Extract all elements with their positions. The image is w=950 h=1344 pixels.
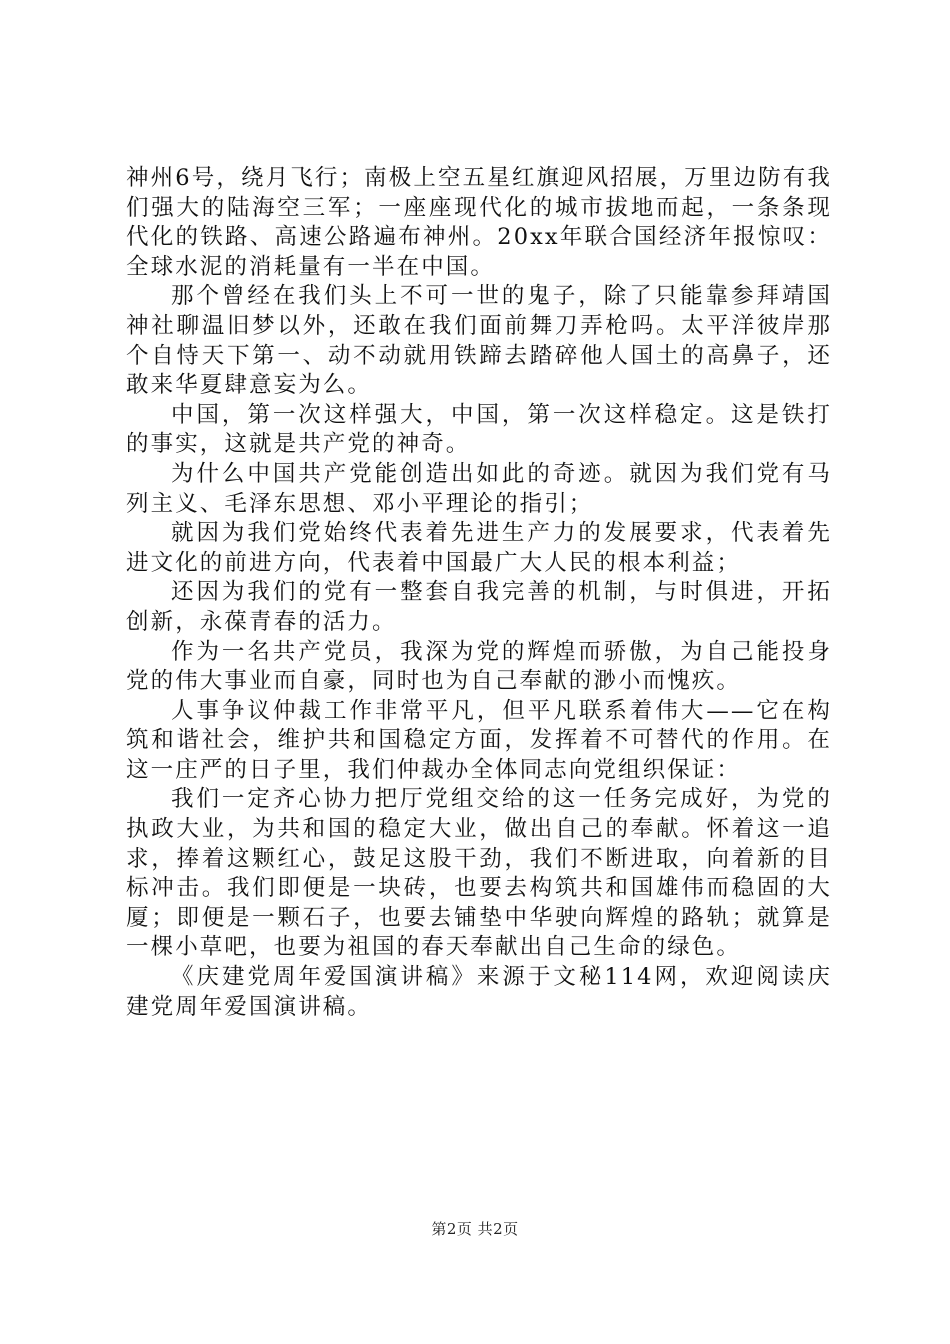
paragraph-7: 作为一名共产党员，我深为党的辉煌而骄傲，为自己能投身党的伟大事业而自豪，同时也为自己奉献的渺小而愧疚。 — [126, 638, 832, 695]
paragraph-4: 为什么中国共产党能创造出如此的奇迹。就因为我们党有马列主义、毛泽东思想、邓小平理论的指引； — [126, 460, 832, 517]
paragraph-6: 还因为我们的党有一整套自我完善的机制，与时俱进，开拓创新，永葆青春的活力。 — [126, 579, 832, 635]
paragraph-9: 我们一定齐心协力把厅党组交给的这一任务完成好，为党的执政大业，为共和国的稳定大业，做出自己的奉献。怀着这一追求，捧着这颗红心，鼓足这股干劲，我们不断进取，向着新的目标冲击。我们即便是一块砖，也要去构筑共和国雄伟而稳固的大厦；即便是一颗石子，也要去铺垫中华驶向辉煌的路轨；就算是一棵小草吧，也要为祖国的春天奉献出自己生命的绿色。 — [126, 786, 832, 961]
paragraph-2: 那个曾经在我们头上不可一世的鬼子，除了只能靠参拜靖国神社聊温旧梦以外，还敢在我们面前舞刀弄枪吗。太平洋彼岸那个自恃天下第一、动不动就用铁蹄去踏碎他人国土的高鼻子，还敢来华夏肆意妄为么。 — [126, 283, 832, 399]
paragraph-3: 中国，第一次这样强大，中国，第一次这样稳定。这是铁打的事实，这就是共产党的神奇。 — [126, 401, 832, 458]
paragraph-10: 《庆建党周年爱国演讲稿》来源于文秘114网，欢迎阅读庆建党周年爱国演讲稿。 — [126, 964, 832, 1020]
document-body — [126, 164, 832, 1022]
paragraph-1: 神州6号，绕月飞行；南极上空五星红旗迎风招展，万里边防有我们强大的陆海空三军；一座座现代化的城市拔地而起，一条条现代化的铁路、高速公路遍布神州。20xx年联合国经济年报惊叹：全球水泥的消耗量有一半在中国。 — [126, 165, 832, 280]
paragraph-8: 人事争议仲裁工作非常平凡，但平凡联系着伟大——它在构筑和谐社会，维护共和国稳定方面，发挥着不可替代的作用。在这一庄严的日子里，我们仲裁办全体同志向党组织保证： — [126, 697, 832, 783]
page-footer: 第2页 共2页 — [431, 1220, 519, 1238]
paragraph-5: 就因为我们党始终代表着先进生产力的发展要求，代表着先进文化的前进方向，代表着中国最广大人民的根本利益； — [126, 520, 832, 576]
